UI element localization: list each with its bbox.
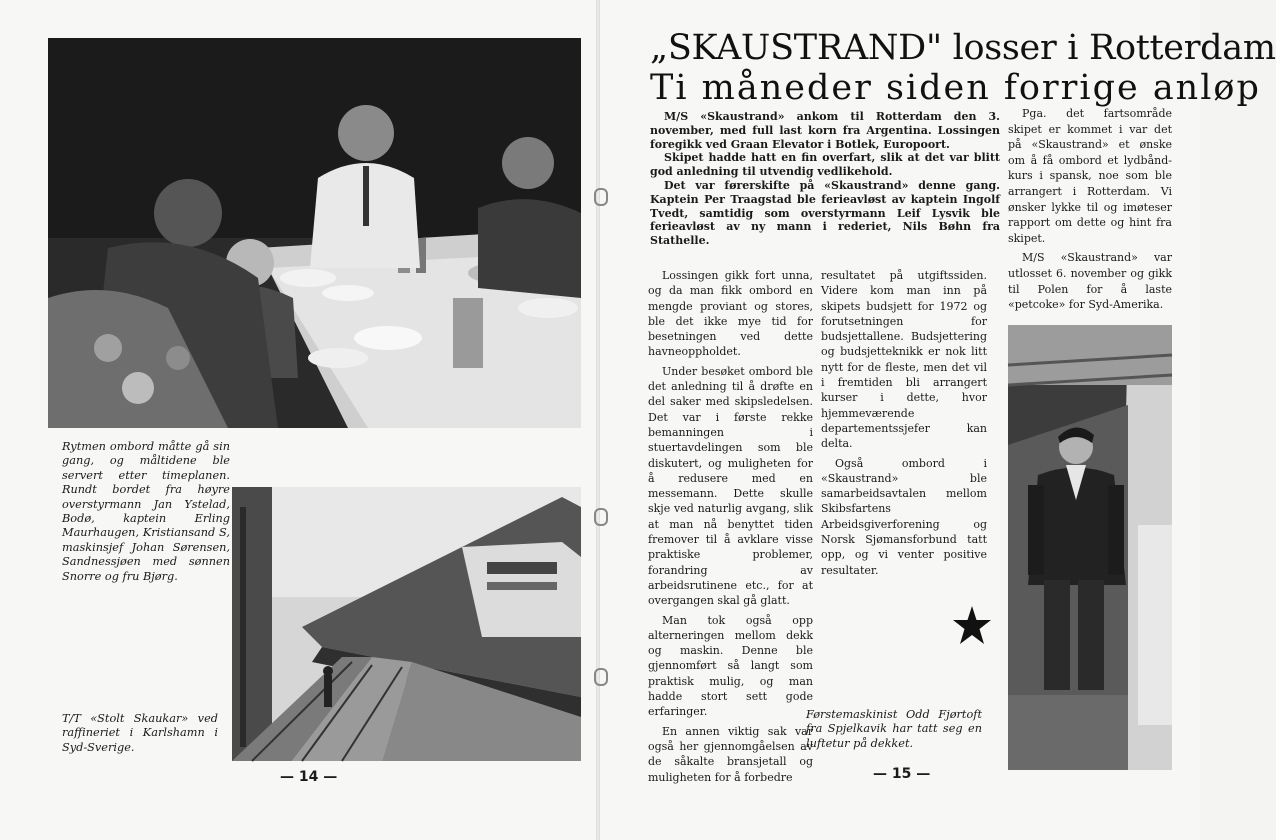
lead-paragraph: Skipet hadde hatt en fin overfart, slik at det var blitt god anledning til utvendig vedlikehold. <box>650 151 1000 179</box>
body-paragraph: Man tok også opp alterneringen mellom dekk og maskin. Denne ble gjennomført så langt som praktisk mulig, og man hadde stort sett gode erfaringer. <box>648 613 813 719</box>
dining-photo-caption: Rytmen ombord måtte gå sin gang, og måltidene ble servert etter timeplanen. Rundt bordet fra høyre overstyrmann Jan Ystelad, Bodø, kaptein Erling Maurhaugen, Kristiansand S, maskinsjef Johan Sørensen, Sandnessjøen med sønnen Snorre og fru Bjørg. <box>62 440 230 583</box>
lead-paragraph: Det var førerskifte på «Skaustrand» denne gang. Kaptein Per Traagstad ble ferieavløst av kaptein Ingolf Tvedt, samtidig som overstyrmann Leif Lysvik ble ferieavløst av ny mann i rederiet, Nils Bøhn fra Stathelle. <box>650 178 1000 248</box>
page-number-left: — 14 — <box>280 769 338 785</box>
dining-table-photo <box>48 38 581 428</box>
body-paragraph: Lossingen gikk fort unna, og da man fikk ombord en mengde proviant og stores, ble det ikke mye tid for besetningen ved dette havneoppholdet. <box>648 269 813 359</box>
body-paragraph: Pga. det fartsområde skipet er kommet i var det på «Skaustrand» et ønske om å få ombord et lydbånd-kurs i spansk, noe som ble arrangert i Rotterdam. Vi ønsker lykke til og imøteser rapport om dette og hint fra skipet. <box>1008 107 1172 245</box>
staple-bottom <box>594 668 608 686</box>
ship-photo-caption: T/T «Stolt Skaukar» ved raffineriet i Karlshamn i Syd-Sverige. <box>62 712 218 754</box>
tanker-ship-photo <box>232 487 581 761</box>
article-title <box>650 28 1276 108</box>
staple-middle <box>594 508 608 526</box>
body-column-3 <box>1008 106 1172 317</box>
page-number-right: — 15 — <box>873 766 931 782</box>
title-line-2: Ti måneder siden forrige anløp <box>650 68 1261 108</box>
title-line-1: „SKAUSTRAND" losser i Rotterdam <box>650 28 1276 68</box>
body-paragraph: En annen viktig sak var også her gjennomgåelsen av de såkalte bransjetall og muligheten for å forbedre <box>648 724 813 784</box>
body-paragraph: M/S «Skaustrand» var utlosset 6. november og gikk til Polen for å laste «petcoke» for Syd-Amerika. <box>1008 251 1172 312</box>
crew-member-photo <box>1008 325 1172 770</box>
person-photo-caption: Førstemaskinist Odd Fjørtoft fra Spjelkavik har tatt seg en luftetur på dekket. <box>806 708 982 750</box>
body-column-1 <box>648 268 813 789</box>
star-icon <box>953 606 991 646</box>
body-paragraph: Under besøket ombord ble det anledning til å drøfte en del saker med skipsledelsen. Det var i første rekke bemanningen i stuertavdelingen som ble diskutert, og muligheten for å redusere med en messemann. Dette skulle skje ved naturlig avgang, slik at man nå benyttet tiden fremover til å avklare visse praktiske problemer, forandring av arbeidsrutinene etc., for at overgangen skal gå glatt. <box>648 364 813 608</box>
body-column-2 <box>821 268 987 582</box>
body-paragraph: resultatet på utgiftssiden. Videre kom man inn på skipets budsjett for 1972 og forutsetningen for budsjettallene. Budsjettering og budsjetteknikk er nok litt nytt for de fleste, men det vil i fremtiden bli arrangert kurser i dette, hvor hjemmeværende departementssjefer kan delta. <box>821 269 987 451</box>
article-lead <box>650 110 1000 248</box>
lead-paragraph: M/S «Skaustrand» ankom til Rotterdam den 3. november, med full last korn fra Argentina. Lossingen foregikk ved Graan Elevator i Botlek, Europoort. <box>650 110 1000 151</box>
body-paragraph: Også ombord i «Skaustrand» ble samarbeidsavtalen mellom Skibsfartens Arbeidsgiverforening og Norsk Sjømansforbund tatt opp, og vi venter positive resultater. <box>821 456 987 577</box>
staple-top <box>594 188 608 206</box>
binding-gutter <box>596 0 600 840</box>
